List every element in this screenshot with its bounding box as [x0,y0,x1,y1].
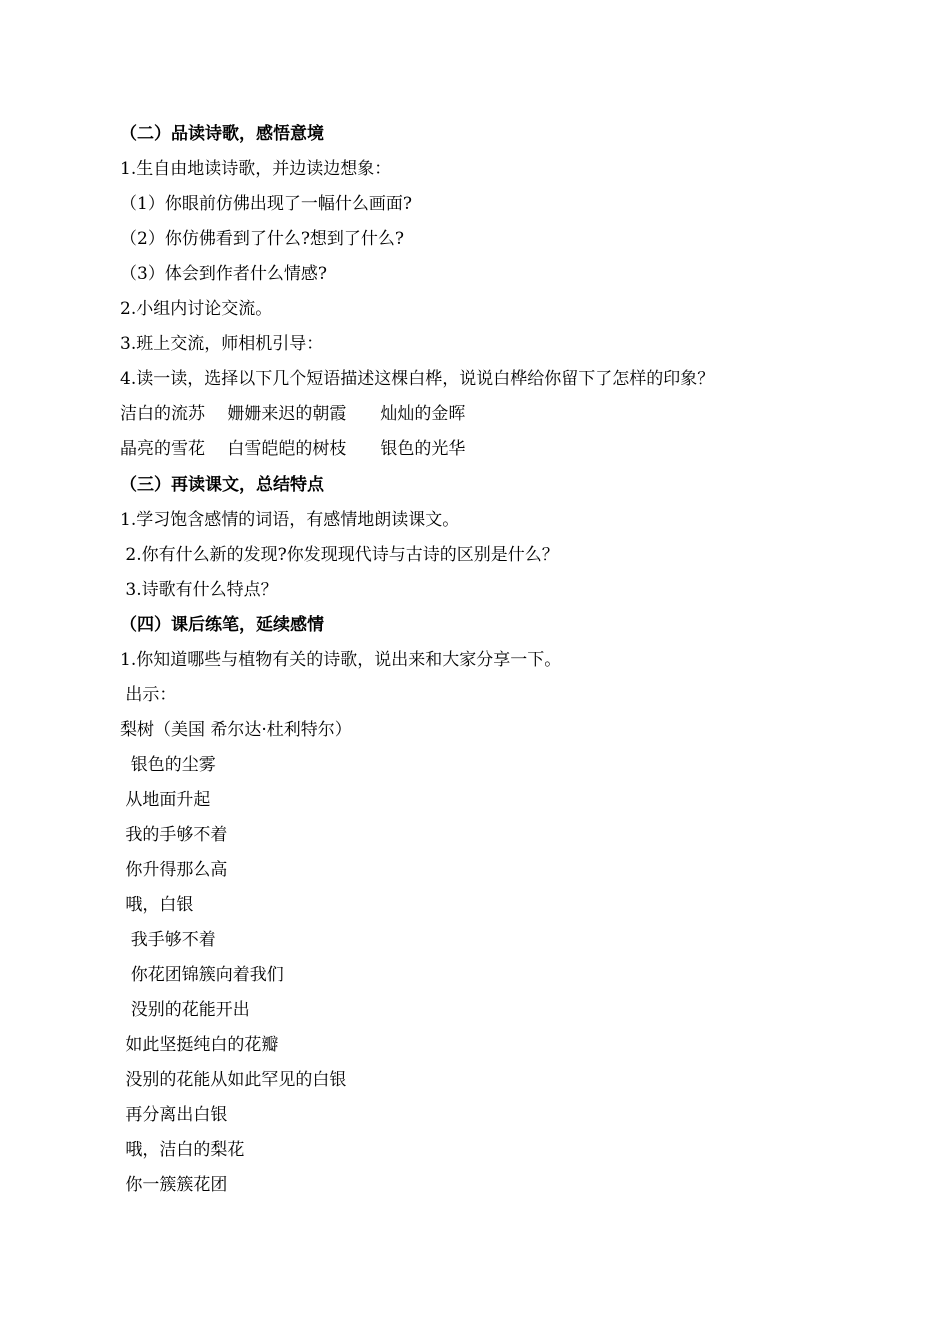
text-line: （1）你眼前仿佛出现了一幅什么画面? [120,194,412,214]
poem-line: 你一簇簇花团 [120,1175,228,1195]
text-line: 晶亮的雪花 白雪皑皑的树枝 银色的光华 [120,439,466,459]
text-line: 2.你有什么新的发现?你发现现代诗与古诗的区别是什么？ [120,545,559,565]
text-line: 1.你知道哪些与植物有关的诗歌，说出来和大家分享一下。 [120,650,562,670]
text-line: （2）你仿佛看到了什么?想到了什么? [120,229,405,249]
text-line: 3.班上交流，师相机引导： [120,334,324,354]
section-heading: （三）再读课文，总结特点 [120,475,324,495]
text-line: 1.生自由地读诗歌，并边读边想象： [120,159,392,179]
poem-line: 我手够不着 [120,930,216,950]
text-line: 4.读一读，选择以下几个短语描述这棵白桦，说说白桦给你留下了怎样的印象？ [120,369,715,389]
text-line: 1.学习饱含感情的词语，有感情地朗读课文。 [120,510,460,530]
text-line: 2.小组内讨论交流。 [120,299,273,319]
poem-line: 从地面升起 [120,790,211,810]
poem-line: 再分离出白银 [120,1105,228,1125]
poem-line: 哦，白银 [120,895,194,915]
section-heading: （二）品读诗歌，感悟意境 [120,124,324,144]
poem-line: 我的手够不着 [120,825,228,845]
poem-line: 没别的花能开出 [120,1000,250,1020]
text-line: 出示： [120,685,177,705]
poem-line: 银色的尘雾 [120,755,216,775]
poem-title: 梨树（美国 希尔达·杜利特尔） [120,720,352,740]
poem-line: 哦，洁白的梨花 [120,1140,245,1160]
text-line: 3.诗歌有什么特点？ [120,580,278,600]
text-line: 洁白的流苏 姗姗来迟的朝霞 灿灿的金晖 [120,404,466,424]
section-heading: （四）课后练笔，延续感情 [120,615,324,635]
poem-line: 你升得那么高 [120,860,228,880]
poem-line: 没别的花能从如此罕见的白银 [120,1070,347,1090]
poem-line: 你花团锦簇向着我们 [120,965,284,985]
poem-line: 如此坚挺纯白的花瓣 [120,1035,279,1055]
text-line: （3）体会到作者什么情感? [120,264,327,284]
